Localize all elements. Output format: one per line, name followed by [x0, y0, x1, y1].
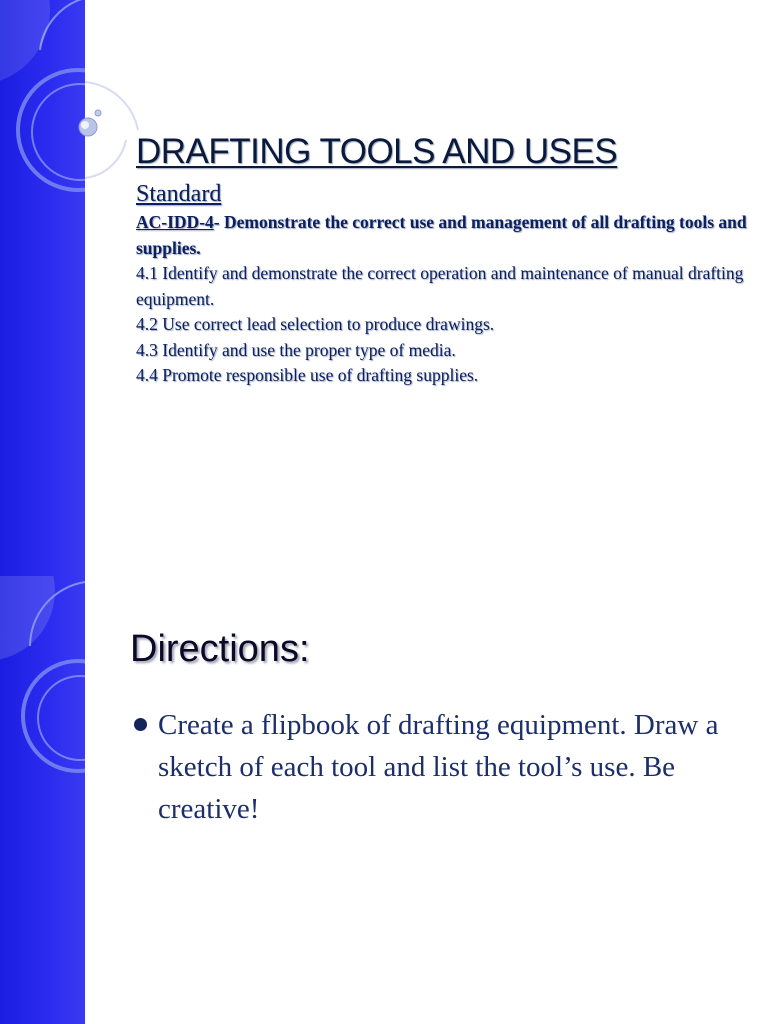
standard-description [136, 210, 751, 261]
slide-directions [0, 576, 768, 1024]
standard-item-4-3: 4.3 Identify and use the proper type of media. [136, 339, 456, 360]
standard-item-4-4: 4.4 Promote responsible use of drafting supplies. [136, 365, 479, 385]
directions-title: Directions: [130, 628, 310, 670]
directions-list [130, 704, 750, 830]
slide-title: DRAFTING TOOLS AND USES [136, 132, 618, 171]
standard-item-4-2: 4.2 Use correct lead selection to produce drawings. [136, 314, 495, 334]
bullet-text: Create a flipbook of drafting equipment. Draw a sketch of each tool and list the tool’s use. Be creative! [158, 709, 719, 825]
bullet-icon [134, 718, 147, 731]
standard-description-text: - Demonstrate the correct use and management of all drafting tools and supplies. [136, 212, 747, 258]
standard-heading: Standard [136, 181, 222, 207]
standard-item-4-1: 4.1 Identify and demonstrate the correct operation and maintenance of manual drafting equipment. [136, 263, 744, 309]
list-item [130, 704, 750, 830]
standard-section [136, 178, 751, 389]
standard-code: AC-IDD-4 [136, 212, 214, 232]
